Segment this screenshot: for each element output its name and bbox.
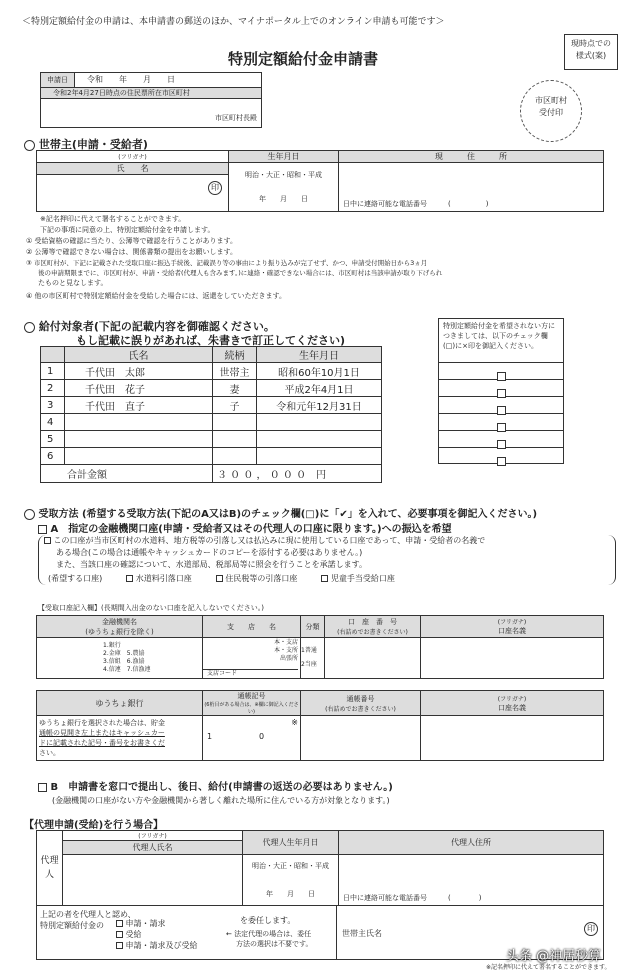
birth-field[interactable] bbox=[229, 163, 339, 212]
symbol-field[interactable] bbox=[203, 716, 301, 761]
consent-3c: たものと見なします。 bbox=[38, 279, 108, 287]
row-num: 1 bbox=[41, 363, 65, 380]
bank-type: 5.農協 bbox=[126, 650, 145, 657]
hope-label: (希望する口座) bbox=[48, 574, 103, 583]
a-note3: また、当該口座の確認について、水道部局、税部局等に照会を行うことを承諾します。 bbox=[56, 560, 368, 569]
del-delegate: を委任します。 bbox=[240, 916, 296, 925]
header-block bbox=[40, 72, 262, 128]
yucho-note-2: 通帳の見開き左上またはキャッシュカー bbox=[39, 729, 165, 737]
sample-box: 現時点での様式(案) bbox=[564, 34, 618, 70]
branch-code-label: 支店コード bbox=[203, 669, 298, 678]
branch-header: 支 店 名 bbox=[203, 616, 301, 638]
account-consent-checkbox[interactable] bbox=[44, 537, 51, 544]
proxy-birth-header: 代理人生年月日 bbox=[243, 831, 339, 855]
opt-tax: 住民税等の引落口座 bbox=[225, 574, 298, 583]
s1-note2: 下記の事項に同意の上、特別定額給付金を申請します。 bbox=[40, 226, 215, 234]
bank-table bbox=[36, 615, 604, 679]
row-birth[interactable]: 昭和60年10月1日 bbox=[257, 363, 382, 380]
circle-icon bbox=[24, 322, 35, 333]
head-name-field[interactable] bbox=[394, 910, 584, 948]
proxy-name-header: 代理人氏名 bbox=[63, 841, 243, 855]
form-title: 特別定額給付金申請書 bbox=[228, 50, 379, 68]
del-line1: 上記の者を代理人と認め、 bbox=[40, 910, 136, 919]
yen-unit: 円 bbox=[316, 470, 327, 481]
optout-box bbox=[438, 318, 564, 464]
table-row bbox=[41, 431, 382, 448]
divider bbox=[336, 906, 337, 960]
row-name[interactable] bbox=[65, 414, 213, 431]
bank-header-sub: (ゆうちょ銀行を除く) bbox=[85, 627, 154, 636]
table-row bbox=[41, 363, 382, 380]
proxy-seal: 印 bbox=[584, 922, 598, 936]
householder-table bbox=[36, 150, 604, 212]
yucho-header: ゆうちょ銀行 bbox=[37, 691, 203, 716]
head-name-label: 世帯主氏名 bbox=[342, 929, 382, 938]
row-name[interactable]: 千代田 花子 bbox=[65, 380, 213, 397]
account-header-sub: (右詰めでお書きください) bbox=[337, 629, 408, 636]
era-options: 明治・大正・昭和・平成 bbox=[245, 171, 322, 179]
online-note: ＜特別定額給付金の申請は、本申請書の郵送のほか、マイナポータル上でのオンライン申請も可能です＞ bbox=[22, 17, 445, 27]
consent-4: ④ 他の市区町村で特別定額給付金を受給した場合には、返還をしていただきます。 bbox=[26, 292, 286, 300]
proxy-tel: 日中に連絡可能な電話番号 bbox=[343, 894, 427, 902]
residence-note: 令和2年4月27日時点の住民票所在市区町村 bbox=[41, 88, 261, 99]
row-birth[interactable] bbox=[257, 431, 382, 448]
mayor-address: 市区町村長殿 bbox=[215, 114, 257, 122]
date-field[interactable]: 令和 年 月 日 bbox=[87, 75, 175, 84]
symbol-digit-0: 0 bbox=[259, 732, 265, 741]
opt-apply-checkbox[interactable] bbox=[116, 920, 123, 927]
table-row bbox=[41, 414, 382, 431]
row-name[interactable]: 千代田 直子 bbox=[65, 397, 213, 414]
proxy-address-field[interactable] bbox=[339, 855, 604, 906]
water-checkbox[interactable] bbox=[126, 575, 133, 582]
opt-receive-checkbox[interactable] bbox=[116, 931, 123, 938]
consent-3b: 後の申請期限までに、市区町村が、申請・受給者(代理人も含みます。)に連絡・確認できない場合には、市区町村は当該申請が取り下げられ bbox=[38, 269, 443, 277]
bank-type: 7.信漁連 bbox=[126, 666, 151, 673]
proxy-birth-field[interactable] bbox=[243, 855, 339, 906]
row-relation[interactable]: 子 bbox=[213, 397, 257, 414]
account-header: 口 座 番 号 bbox=[348, 618, 397, 626]
recipients-table bbox=[40, 346, 382, 483]
row-relation[interactable]: 世帯主 bbox=[213, 363, 257, 380]
symbol-header: 通帳記号 bbox=[237, 692, 266, 700]
row-birth[interactable] bbox=[257, 414, 382, 431]
optout-checkbox[interactable] bbox=[497, 457, 506, 466]
proxy-title: 【代理申請(受給)を行う場合】 bbox=[24, 820, 164, 831]
option-a-label: A bbox=[50, 524, 59, 535]
col-birth: 生年月日 bbox=[257, 347, 382, 363]
proxy-furigana: (フリガナ) bbox=[63, 831, 243, 841]
holder-header: 口座名義 bbox=[498, 627, 526, 635]
row-name[interactable] bbox=[65, 448, 213, 465]
circle-icon bbox=[24, 140, 35, 151]
yucho-table bbox=[36, 690, 604, 761]
seal-mark: 印 bbox=[208, 181, 222, 195]
opt-both: 申請・請求及び受給 bbox=[125, 941, 198, 950]
tel-label: 日中に連絡可能な電話番号 bbox=[343, 200, 427, 208]
yucho-note-3: ドに記載された記号・番号をお書きくだ bbox=[39, 739, 165, 747]
circle-icon bbox=[24, 509, 35, 520]
stamp-line1: 市区町村 bbox=[535, 96, 567, 105]
yucho-furigana: (フリガナ) bbox=[497, 695, 527, 703]
opt-both-checkbox[interactable] bbox=[116, 942, 123, 949]
symbol-digit-1: 1 bbox=[207, 732, 213, 741]
proxy-footnote: ※記名押印に代えて署名することができます。 bbox=[486, 964, 611, 971]
symbol-kome: ※ bbox=[291, 718, 298, 727]
row-relation[interactable] bbox=[213, 448, 257, 465]
bank-header: 金融機関名 bbox=[102, 617, 137, 626]
proxy-era: 明治・大正・昭和・平成 bbox=[252, 862, 329, 870]
date-label: 申請日 bbox=[41, 73, 75, 87]
a-note2: ある場合(この場合は通帳やキャッシュカードのコピーを添付する必要はありません。) bbox=[56, 548, 363, 557]
bank-type: 3.信組 bbox=[103, 658, 121, 665]
address-header: 現 住 所 bbox=[339, 151, 604, 163]
proxy-tel-parens: ( ) bbox=[448, 894, 482, 902]
option-b-label: B bbox=[50, 782, 59, 793]
a-note1: この口座が当市区町村の水道料、地方税等の引落し又は払込みに現に使用している口座であって、申請・受給者の名義で bbox=[53, 536, 486, 545]
table-row bbox=[41, 397, 382, 414]
option-a-checkbox[interactable] bbox=[38, 525, 47, 534]
consent-1: ① 受給資格の確認に当たり、公簿等で確認を行うことがあります。 bbox=[26, 237, 237, 245]
row-num: 6 bbox=[41, 448, 65, 465]
s1-note1: ※記名押印に代えて署名することができます。 bbox=[40, 215, 186, 223]
bank-type: 1.銀行 bbox=[103, 642, 121, 649]
row-num: 3 bbox=[41, 397, 65, 414]
row-birth[interactable]: 令和元年12月31日 bbox=[257, 397, 382, 414]
reception-stamp bbox=[520, 80, 582, 142]
birth-ymd: 年 月 日 bbox=[259, 195, 308, 203]
s3-title: 受取方法 (希望する受取方法(下記のA又はB)のチェック欄(□)に「✔」を入れて、必要事項を御記入ください。) bbox=[38, 509, 538, 520]
class-field[interactable] bbox=[301, 638, 325, 679]
proxy-name-field[interactable] bbox=[63, 855, 243, 906]
opt-child: 児童手当受給口座 bbox=[330, 574, 395, 583]
birth-header: 生年月日 bbox=[229, 151, 339, 163]
proxy-address-header: 代理人住所 bbox=[339, 831, 604, 855]
class-current: 2当座 bbox=[301, 661, 317, 668]
consent-2: ② 公簿等で確認できない場合は、関係書類の提出をお願いします。 bbox=[26, 248, 237, 256]
account-title: 【受取口座記入欄】(長期間入出金のない口座を記入しないでください。) bbox=[38, 604, 264, 612]
total-value: ３ ０ ０ ， ０ ０ ０ bbox=[217, 470, 307, 481]
child-checkbox[interactable] bbox=[321, 575, 328, 582]
bank-type: 4.信連 bbox=[103, 666, 121, 673]
row-num: 2 bbox=[41, 380, 65, 397]
proxy-table bbox=[36, 830, 604, 906]
optout-text: 特別定額給付金を希望されない方につきましては、以下のチェック欄(□)に×印を御記入ください。 bbox=[439, 319, 563, 363]
branch-field[interactable] bbox=[203, 638, 301, 679]
number-header: 通帳番号 bbox=[346, 694, 375, 703]
option-b-note: (金融機関の口座がない方や金融機関から著しく離れた場所に住んでいる方が対象となります。) bbox=[52, 796, 390, 805]
row-relation[interactable]: 妻 bbox=[213, 380, 257, 397]
proxy-side-label: 代理人 bbox=[37, 831, 63, 906]
yucho-note-4: さい。 bbox=[39, 749, 60, 757]
watermark: 头条 @神居秒算 bbox=[506, 949, 602, 964]
s2-title2: もし記載に誤りがあれば、朱書きで訂正してください) bbox=[76, 334, 346, 347]
opt-water: 水道料引落口座 bbox=[135, 574, 192, 583]
row-relation[interactable] bbox=[213, 414, 257, 431]
branch-type: 出張所 bbox=[279, 654, 298, 662]
branch-type: 本・支店 bbox=[273, 638, 298, 646]
opt-receive: 受給 bbox=[125, 930, 142, 939]
s2-title1: 給付対象者(下記の記載内容を御確認ください。 bbox=[38, 320, 275, 333]
col-name: 氏名 bbox=[65, 347, 213, 363]
symbol-sub: (6桁目がある場合は、※欄に御記入ください) bbox=[204, 702, 299, 715]
class-header: 分類 bbox=[301, 616, 325, 638]
account-number-field[interactable] bbox=[325, 638, 421, 679]
option-b-checkbox[interactable] bbox=[38, 783, 47, 792]
name-header: 氏 名 bbox=[37, 163, 229, 175]
yucho-note-1: ゆうちょ銀行を選択された場合は、貯金 bbox=[39, 719, 165, 727]
del-arrow: ← 法定代理の場合は、委任 bbox=[226, 930, 312, 938]
row-name[interactable]: 千代田 太郎 bbox=[65, 363, 213, 380]
number-sub: (右詰めでお書きください) bbox=[325, 705, 396, 713]
class-ordinary: 1普通 bbox=[301, 647, 317, 654]
del-arrow2: 方法の選択は不要です。 bbox=[236, 940, 313, 948]
row-birth[interactable] bbox=[257, 448, 382, 465]
row-num: 4 bbox=[41, 414, 65, 431]
branch-type: 本・支所 bbox=[273, 646, 298, 654]
yucho-holder-field[interactable] bbox=[421, 716, 604, 761]
option-a-text: 指定の金融機関口座(申請・受給者又はその代理人の口座に限ります。)への振込を希望 bbox=[68, 524, 452, 535]
row-num: 5 bbox=[41, 431, 65, 448]
tax-checkbox[interactable] bbox=[216, 575, 223, 582]
row-birth[interactable]: 平成2年4月1日 bbox=[257, 380, 382, 397]
holder-field[interactable] bbox=[421, 638, 604, 679]
bank-name-field[interactable] bbox=[37, 638, 203, 679]
holder-furigana: (フリガナ) bbox=[497, 619, 527, 626]
total-label: 合計金額 bbox=[41, 465, 213, 483]
option-b-text: 申請書を窓口で提出し、後日、給付(申請書の返送の必要はありません。) bbox=[68, 782, 393, 793]
stamp-line2: 受付印 bbox=[539, 108, 563, 117]
address-field[interactable] bbox=[339, 163, 604, 212]
table-row bbox=[41, 380, 382, 397]
col-relation: 続柄 bbox=[213, 347, 257, 363]
s1-title: 世帯主(申請・受給者) bbox=[38, 138, 148, 151]
proxy-ymd: 年 月 日 bbox=[266, 890, 315, 898]
bank-type: 2.金庫 bbox=[103, 650, 121, 657]
row-relation[interactable] bbox=[213, 431, 257, 448]
consent-3a: ③ 市区町村が、下記に記載された受取口座に振込手続後、記載誤り等の事由により振り込みが完了せず、かつ、申請受付開始日から3ヵ月 bbox=[26, 259, 428, 267]
bank-type: 6.漁協 bbox=[126, 658, 145, 665]
name-field[interactable] bbox=[37, 175, 229, 212]
row-name[interactable] bbox=[65, 431, 213, 448]
yucho-number-field[interactable] bbox=[301, 716, 421, 761]
yucho-note bbox=[37, 716, 203, 761]
furigana-label: (フリガナ) bbox=[37, 151, 229, 163]
tel-parens: ( ) bbox=[448, 200, 489, 208]
table-row bbox=[41, 448, 382, 465]
del-line2: 特別定額給付金の bbox=[40, 921, 104, 930]
yucho-holder-header: 口座名義 bbox=[498, 703, 526, 712]
opt-apply: 申請・請求 bbox=[125, 919, 166, 928]
